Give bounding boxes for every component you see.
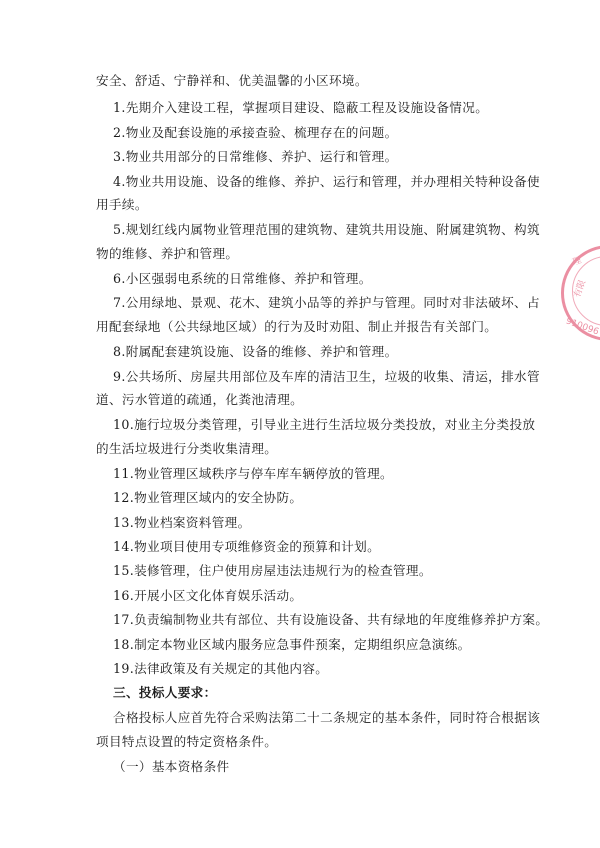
list-item-6: 6.小区强弱电系统的日常维修、养护和管理。 (113, 271, 372, 286)
official-seal (561, 245, 600, 341)
list-item-14: 14.物业项目使用专项维修资金的预算和计划。 (113, 539, 381, 554)
list-item-18: 18.制定本物业区域内服务应急事件预案，定期组织应急演练。 (113, 637, 471, 652)
list-item-3: 3.物业共用部分的日常维修、养护、运行和管理。 (113, 149, 398, 164)
list-item-4: 4.物业共用设施、设备的维修、养护、运行和管理，并办理相关特种设备使 (113, 174, 540, 189)
list-item-16: 16.开展小区文化体育娱乐活动。 (113, 588, 303, 603)
section-heading: 三、投标人要求： (113, 685, 217, 700)
paragraph: 合格投标人应首先符合采购法第二十二条规定的基本条件，同时符合根据该 (113, 710, 541, 725)
list-item-15: 15.装修管理，住户使用房屋违法违规行为的检查管理。 (113, 563, 432, 578)
list-item-2: 2.物业及配套设施的承接查验、梳理存在的问题。 (113, 125, 398, 140)
list-item-10: 10.施行垃圾分类管理，引导业主进行生活垃圾分类投放，对业主分类投放 (113, 417, 536, 432)
list-item-4-cont: 用手续。 (96, 197, 148, 212)
list-item-8: 8.附属配套建筑设施、设备的维修、养护和管理。 (113, 344, 398, 359)
seal-text-mid: 有限 (572, 278, 589, 300)
subsection-heading: （一）基本资格条件 (113, 759, 230, 774)
list-item-19: 19.法律政策及有关规定的其他内容。 (113, 661, 329, 676)
list-item-17: 17.负责编制物业共有部位、共有设施设备、共有绿地的年度维修养护方案。 (113, 612, 549, 627)
list-item-13: 13.物业档案资料管理。 (113, 515, 251, 530)
list-item-10-cont: 的生活垃圾进行分类收集清理。 (96, 441, 278, 456)
list-item-9-cont: 道、污水管道的疏通，化粪池清理。 (96, 392, 304, 407)
list-item-11: 11.物业管理区域秩序与停车库车辆停放的管理。 (113, 466, 393, 481)
list-item-12: 12.物业管理区域内的安全协防。 (113, 490, 303, 505)
seal-text-side: 910096 (564, 316, 600, 338)
list-item-7: 7.公用绿地、景观、花木、建筑小品等的养护与管理。同时对非法破坏、占 (113, 295, 540, 310)
list-item-9: 9.公共场所、房屋共用部位及车库的清洁卫生，垃圾的收集、清运，排水管 (113, 369, 540, 384)
text-line: 安全、舒适、宁静祥和、优美温馨的小区环境。 (96, 73, 368, 88)
paragraph-cont: 项目特点设置的特定资格条件。 (96, 734, 278, 749)
list-item-7-cont: 用配套绿地（公共绿地区域）的行为及时劝阻、制止并报告有关部门。 (96, 319, 498, 334)
seal-text-top: 理 (571, 255, 583, 269)
list-item-5-cont: 物的维修、养护和管理。 (96, 246, 239, 261)
list-item-1: 1.先期介入建设工程，掌握项目建设、隐蔽工程及设施设备情况。 (113, 100, 489, 115)
list-item-5: 5.规划红线内属物业管理范围的建筑物、建筑共用设施、附属建筑物、构筑 (113, 222, 540, 237)
